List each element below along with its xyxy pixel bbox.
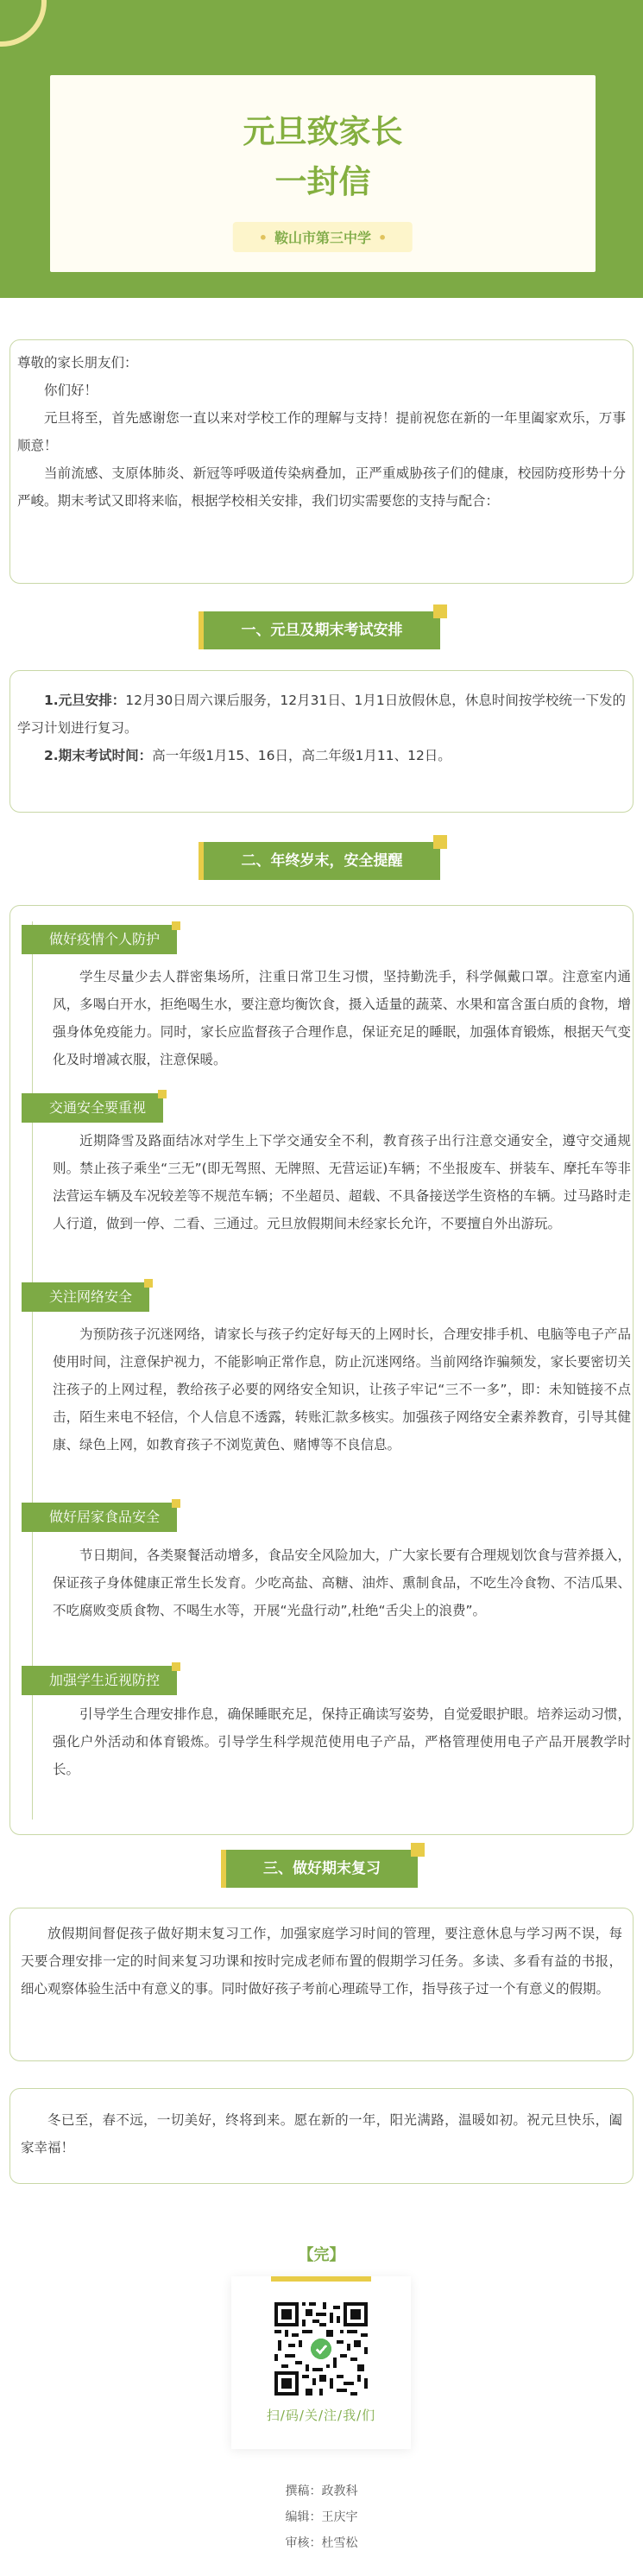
page-title — [50, 107, 596, 207]
tag-traffic-label: 交通安全要重视 — [49, 1099, 147, 1116]
credit-author: 撰稿：政教科 — [285, 2484, 358, 2498]
section-3-header — [226, 1850, 418, 1888]
tag-food — [22, 1503, 177, 1532]
intro-paragraph-1: 元旦将至，首先感谢您一直以来对学校工作的理解与支持！提前祝您在新的一年里阖家欢乐，万事顺意！ — [17, 410, 626, 453]
decorative-ring — [0, 0, 47, 47]
exam-item-1 — [17, 687, 626, 742]
credits — [0, 2478, 643, 2556]
text-traffic: 近期降雪及路面结冰对学生上下学交通安全不利，教育孩子出行注意交通安全，遵守交通规则。禁止孩子乘坐“三无”(即无驾照、无牌照、无营运证)车辆；不坐报废车、拼装车、摩托车等非法营运车辆及车况较差等不规范车辆；不坐超员、超载、不具备接送学生资格的车辆。过马路时走人行道，做到一停、二看、三通过。元旦放假期间未经家长允许，不要擅自外出游玩。 — [53, 1133, 631, 1231]
school-badge — [233, 222, 413, 252]
text-food: 节日期间，各类聚餐活动增多，食品安全风险加大，广大家长要有合理规划饮食与营养摄入，保证孩子身体健康正常生长发育。少吃高盐、高糖、油炸、熏制食品，不吃生冷食物、不洁瓜果、不吃腐败变质食物、不喝生水等，开展“光盘行动”,杜绝“舌尖上的浪费”。 — [53, 1547, 631, 1618]
intro-paragraph-2: 当前流感、支原体肺炎、新冠等呼吸道传染病叠加，正严重威胁孩子们的健康，校园防疫形势十分严峻。期末考试又即将来临，根据学校相关安排，我们切实需要您的支持与配合： — [17, 465, 626, 509]
tag-epidemic — [22, 925, 177, 954]
dot-right: • — [378, 230, 388, 246]
item-2-text: 高一年级1月15、16日，高二年级1月11、12日。 — [152, 748, 451, 763]
title-line-2: 一封信 — [274, 163, 371, 200]
text-myopia: 引导学生合理安排作息，确保睡眠充足，保持正确读写姿势，自觉爱眼护眼。培养运动习惯，强化户外活动和体育锻炼。引导学生科学规范使用电子产品，严格管理使用电子产品开展教学时长。 — [53, 1706, 631, 1777]
school-name: 鞍山市第三中学 — [274, 230, 372, 246]
qr-topbar — [271, 2276, 371, 2282]
section-3-box — [9, 1908, 634, 2061]
text-epidemic: 学生尽量少去人群密集场所，注重日常卫生习惯，坚持勤洗手，科学佩戴口罩。注意室内通风，多喝白开水，拒绝喝生水，要注意均衡饮食，摄入适量的蔬菜、水果和富含蛋白质的食物，增强身体免疫能力。同时，家长应监督孩子合理作息，保证充足的睡眠，加强体育锻炼，根据天气变化及时增减衣服，注意保暖。 — [53, 969, 631, 1067]
tag-epidemic-label: 做好疫情个人防护 — [49, 931, 161, 947]
tag-myopia — [22, 1666, 177, 1695]
credit-reviewer: 审核：杜雪松 — [285, 2536, 358, 2550]
hello: 你们好！ — [44, 383, 98, 398]
end-mark: 【完】 — [298, 2246, 345, 2264]
section-1-box — [9, 670, 634, 813]
item-1-label: 1.元旦安排： — [44, 693, 126, 708]
section-1-header — [204, 611, 440, 649]
section-1-title: 一、元旦及期末考试安排 — [241, 622, 403, 639]
tag-corner — [144, 1279, 153, 1288]
greeting: 尊敬的家长朋友们： — [17, 355, 138, 370]
credit-editor: 编辑：王庆宇 — [285, 2510, 358, 2524]
title-line-1: 元旦致家长 — [243, 113, 403, 150]
tag-internet-label: 关注网络安全 — [49, 1288, 133, 1305]
closing-text: 冬已至，春不远，一切美好，终将到来。愿在新的一年，阳光满路，温暖如初。祝元旦快乐，阖家幸福！ — [21, 2112, 622, 2155]
qr-caption: 扫/码/关/注/我/们 — [266, 2408, 376, 2423]
tag-food-label: 做好居家食品安全 — [49, 1509, 161, 1525]
item-2-label: 2.期末考试时间： — [44, 748, 153, 763]
tag-corner — [172, 1662, 180, 1671]
tag-corner — [172, 1499, 180, 1508]
text-internet: 为预防孩子沉迷网络，请家长与孩子约定好每天的上网时长，合理安排手机、电脑等电子产品使用时间，注意保护视力，不能影响正常作息，防止沉迷网络。当前网络诈骗频发，家长要密切关注孩子的上网过程，教给孩子必要的网络安全知识，让孩子牢记“三不一多”，即：未知链接不点击，陌生来电不轻信，个人信息不透露，转账汇款多核实。加强孩子网络安全素养教育，引导其健康、绿色上网，如教育孩子不浏览黄色、赌博等不良信息。 — [53, 1326, 631, 1453]
header-banner — [0, 0, 643, 298]
tag-myopia-label: 加强学生近视防控 — [49, 1672, 161, 1688]
tag-traffic — [22, 1093, 163, 1123]
section-2-title: 二、年终岁末，安全提醒 — [241, 852, 403, 870]
section-2-box — [9, 905, 634, 1835]
tag-corner — [158, 1090, 167, 1098]
closing-box — [9, 2088, 634, 2184]
section-3-title: 三、做好期末复习 — [263, 1860, 381, 1877]
qr-card — [231, 2276, 411, 2449]
intro-box — [9, 339, 634, 584]
tag-internet — [22, 1282, 149, 1312]
qr-code-icon[interactable] — [274, 2302, 368, 2396]
tag-corner — [172, 921, 180, 930]
dot-left: • — [258, 230, 268, 246]
exam-item-2 — [17, 742, 626, 769]
section-2-header — [204, 842, 440, 880]
title-card — [50, 75, 596, 272]
item-1-text: 12月30日周六课后服务，12月31日、1月1日放假休息，休息时间按学校统一下发的学习计划进行复习。 — [17, 693, 626, 736]
review-text: 放假期间督促孩子做好期末复习工作，加强家庭学习时间的管理，要注意休息与学习两不误，每天要合理安排一定的时间来复习功课和按时完成老师布置的假期学习任务。多读、多看有益的书报，细心观察体验生活中有意义的事。同时做好孩子考前心理疏导工作，指导孩子过一个有意义的假期。 — [21, 1926, 622, 1997]
